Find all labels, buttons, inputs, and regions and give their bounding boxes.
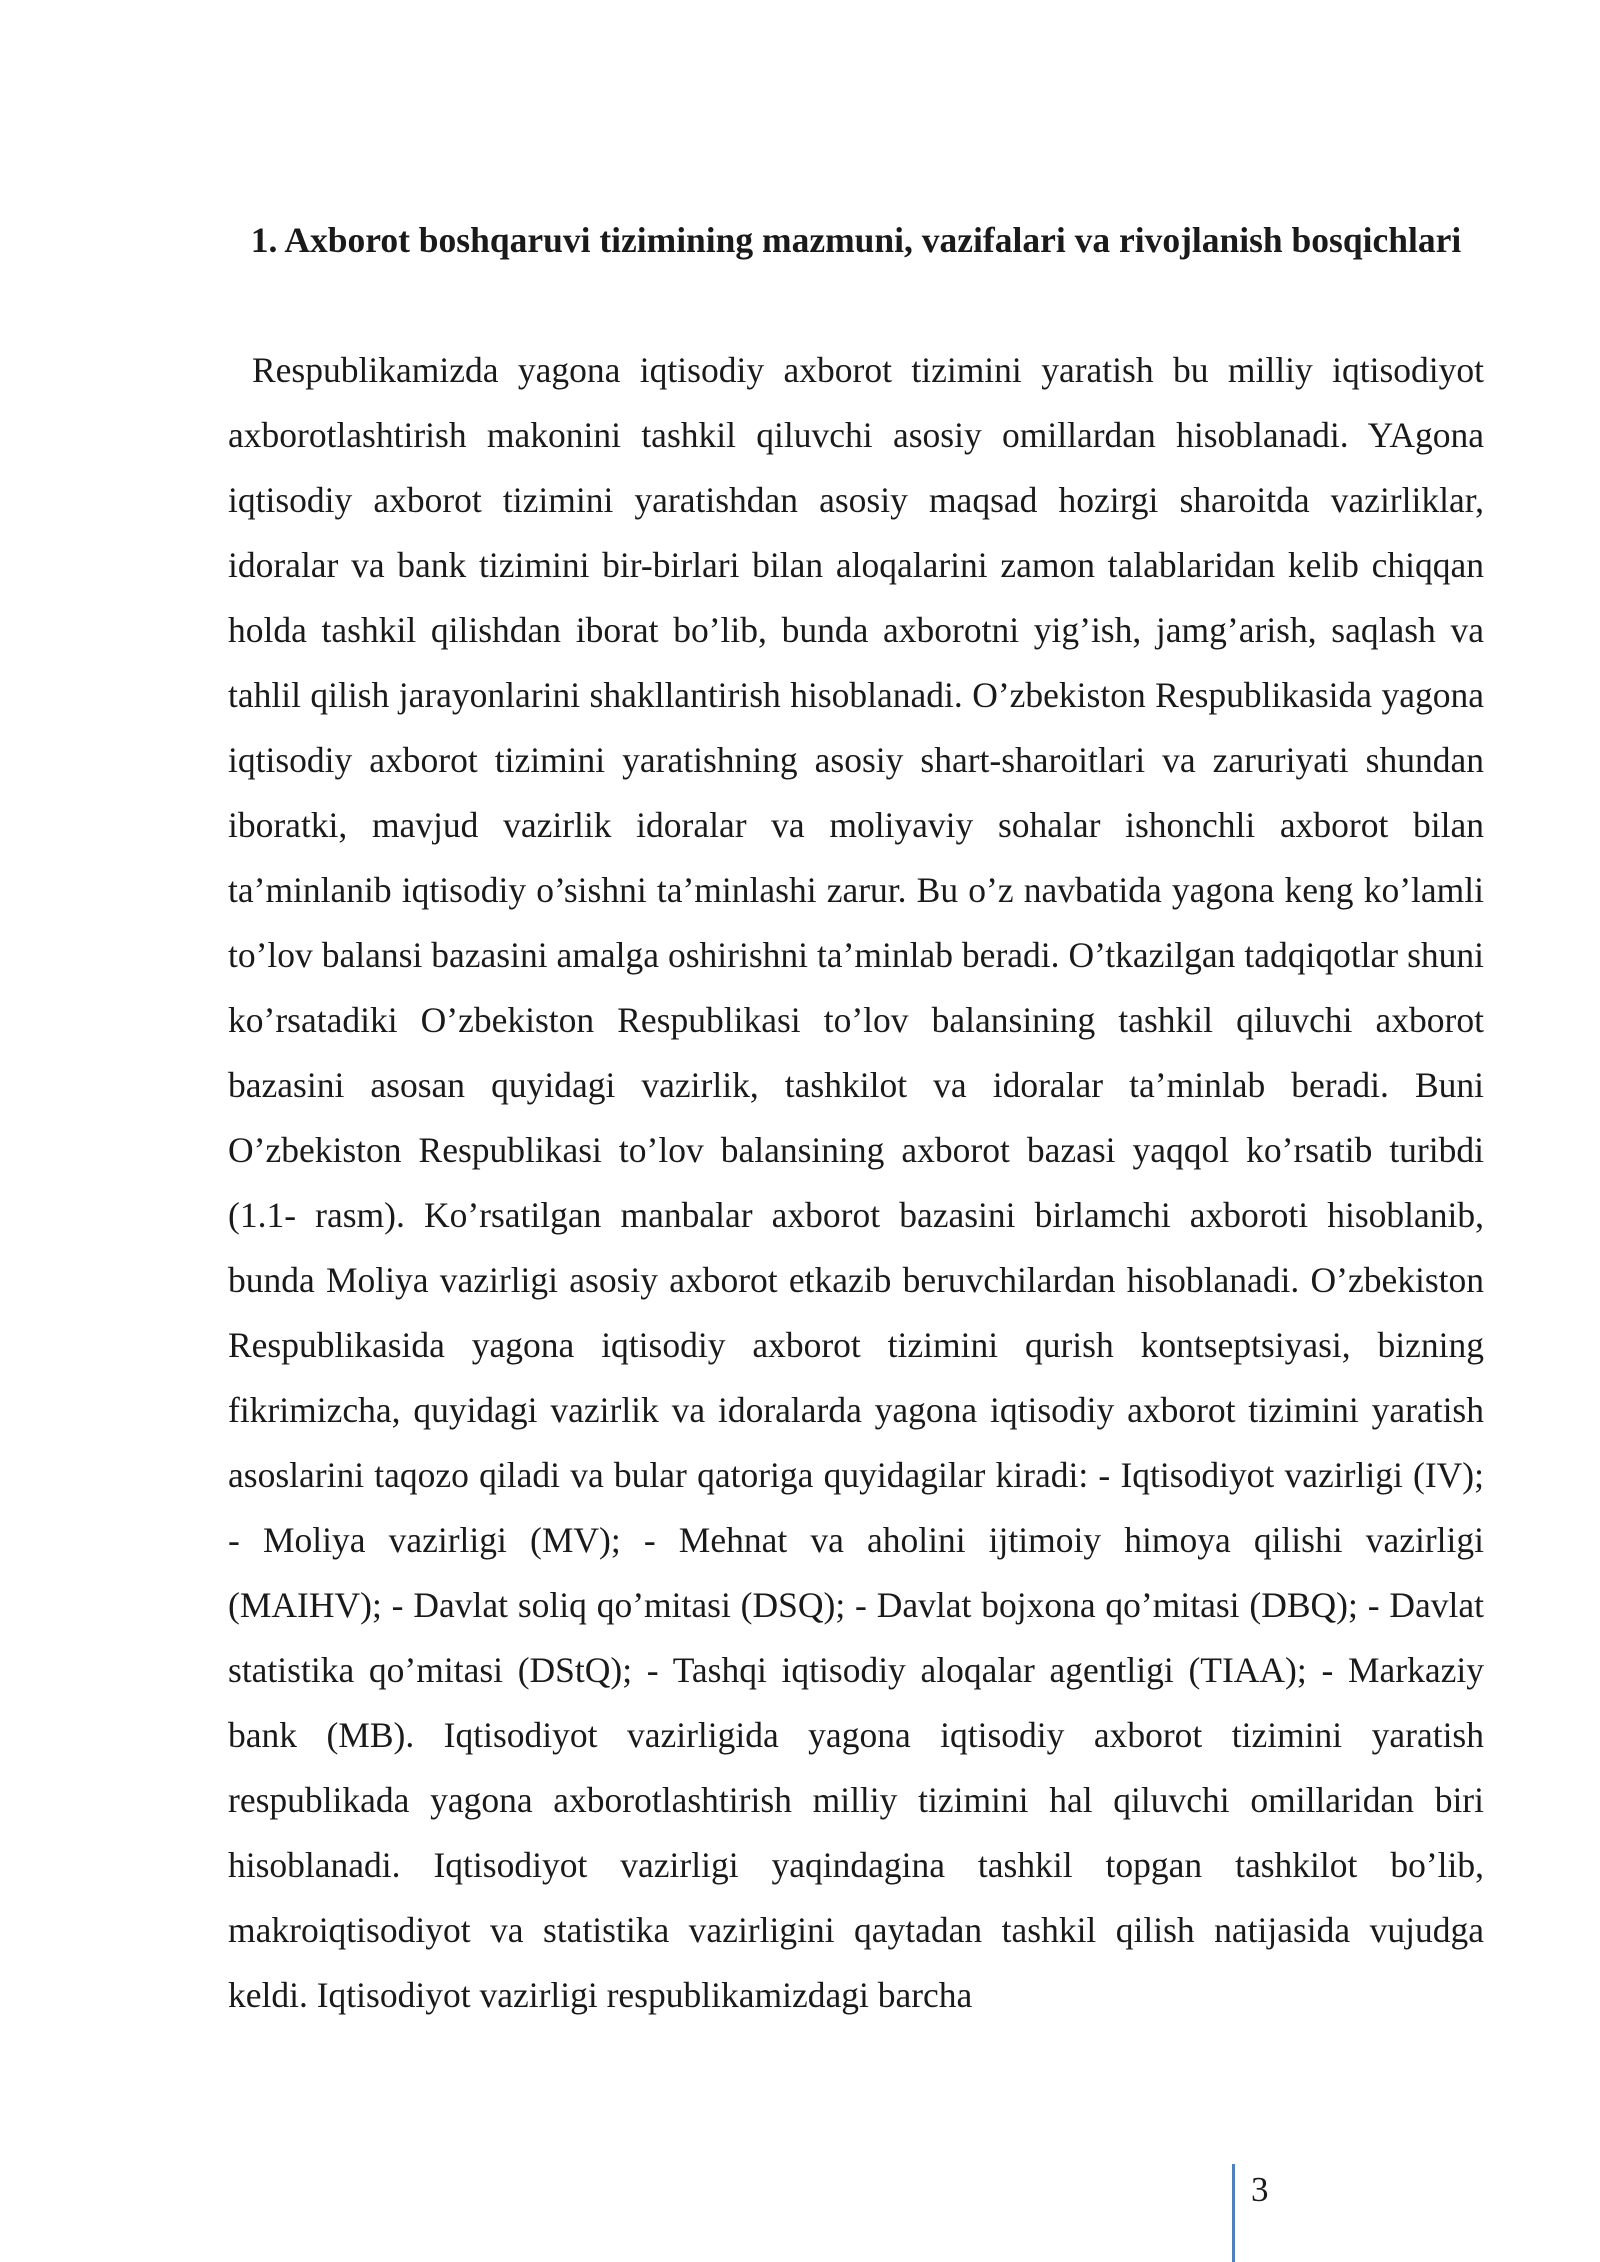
body-paragraph: Respublikamizda yagona iqtisodiy axborot tizimini yaratish bu milliy iqtisodiyot axborotlashtirish makonini tashkil qiluvchi asosiy omillardan hisoblanadi. YAgona iqtisodiy axborot tizimini yaratishdan asosiy maqsad hozirgi sharoitda vazirliklar, idoralar va bank tizimini bir-birlari bilan aloqalarini zamon talablaridan kelib chiqqan holda tashkil qilishdan iborat bo’lib, bunda axborotni yig’ish, jamg’arish, saqlash va tahlil qilish jarayonlarini shakllantirish hisoblanadi. O’zbekiston Respublikasida yagona iqtisodiy axborot tizimini yaratishning asosiy shart-sharoitlari va zaruriyati shundan iboratki, mavjud vazirlik idoralar va moliyaviy sohalar ishonchli axborot bilan ta’minlanib iqtisodiy o’sishni ta’minlashi zarur. Bu o’z navbatida yagona keng ko’lamli to’lov balansi bazasini amalga oshirishni ta’minlab beradi. O’tkazilgan tadqiqotlar shuni ko’rsatadiki O’zbekiston Respublikasi to’lov balansining tashkil qiluvchi axborot bazasini asosan quyidagi vazirlik, tashkilot va idoralar ta’minlab beradi. Buni O’zbekiston Respublikasi to’lov balansining axborot bazasi yaqqol ko’rsatib turibdi (1.1- rasm). Ko’rsatilgan manbalar axborot bazasini birlamchi axboroti hisoblanib, bunda Moliya vazirligi asosiy axborot etkazib beruvchilardan hisoblanadi. O’zbekiston Respublikasida yagona iqtisodiy axborot tizimini qurish kontseptsiyasi, bizning fikrimizcha, quyidagi vazirlik va idoralarda yagona iqtisodiy axborot tizimini yaratish asoslarini taqozo qiladi va bular qatoriga quyidagilar kiradi: - Iqtisodiyot vazirligi (IV); - Moliya vazirligi (MV); - Mehnat va aholini ijtimoiy himoya qilishi vazirligi (MAIHV); - Davlat soliq qo’mitasi (DSQ); - Davlat bojxona qo’mitasi (DBQ); - Davlat statistika qo’mitasi (DStQ); - Tashqi iqtisodiy aloqalar agentligi (TIAA); - Markaziy bank (MB). Iqtisodiyot vazirligida yagona iqtisodiy axborot tizimini yaratish respublikada yagona axborotlashtirish milliy tizimini hal qiluvchi omillaridan biri hisoblanadi. Iqtisodiyot vazirligi yaqindagina tashkil topgan tashkilot bo’lib, makroiqtisodiyot va statistika vazirligini qaytadan tashkil qilish natijasida vujudga keldi. Iqtisodiyot vazirligi respublikamizdagi barcha (228, 350, 1484, 2015)
page-number: 3 (1232, 2164, 1269, 2262)
section-heading: 1. Axborot boshqaruvi tizimining mazmuni, vazifalari va rivojlanish bosqichlari (250, 220, 1462, 260)
